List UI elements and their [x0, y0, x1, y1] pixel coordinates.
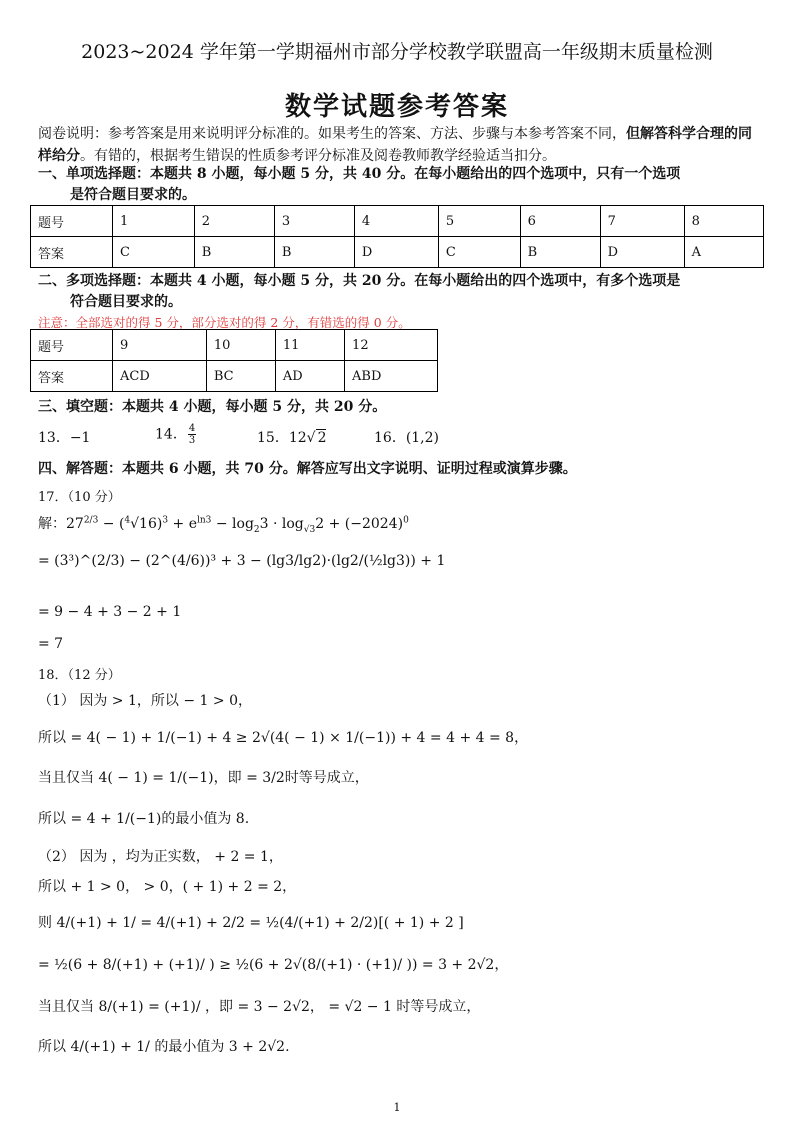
q18-line3: 当且仅当 4( − 1) = 1/(−1)，即 = 3/2时等号成立，: [38, 770, 369, 786]
section2-heading-line2: 符合题目要求的。: [70, 294, 182, 310]
table-cell: 8: [684, 206, 763, 237]
section1-heading-line2: 是符合题目要求的。: [70, 187, 196, 203]
table-cell: C: [113, 237, 195, 268]
q18-line5: （2） 因为 ，均为正实数， + 2 = 1，: [38, 849, 283, 865]
q18-line8: = ½(6 + 8/(+1) + (+1)/ ) ≥ ½(6 + 2√(8/(+1) · (+1)/ )) = 3 + 2√2，: [38, 957, 509, 973]
table-cell: 4: [354, 206, 438, 237]
q18-title: 18．（12 分）: [38, 668, 121, 683]
math-text: 解：27: [38, 516, 84, 532]
table-cell: 7: [600, 206, 684, 237]
table-cell: 2: [194, 206, 274, 237]
answer-14-fraction: [188, 423, 196, 446]
math-text: √16): [130, 516, 163, 532]
scoring-note: 注意：全部选对的得 5 分，部分选对的得 2 分，有错选的得 0 分。: [38, 315, 411, 330]
q18-line10: 所以 4/(+1) + 1/ 的最小值为 3 + 2√2.: [38, 1039, 290, 1055]
math-text: − (: [98, 516, 125, 532]
document-title: 数学试题参考答案: [284, 92, 509, 122]
q18-line2: 所以 = 4( − 1) + 1/(−1) + 4 ≥ 2√(4( − 1) × 1/(−1)) + 4 = 4 + 4 = 8，: [38, 730, 529, 746]
q18-line1: （1） 因为 > 1，所以 − 1 > 0，: [38, 693, 252, 709]
section1-answer-table: [30, 205, 764, 268]
table-row: [31, 361, 438, 392]
table-cell: B: [520, 237, 600, 268]
table-cell: 9: [113, 330, 207, 361]
row-label: 答案: [31, 237, 113, 268]
table-cell: B: [194, 237, 274, 268]
radicand: 2: [317, 430, 327, 446]
table-cell: ACD: [113, 361, 207, 392]
answer-15: 15．12√ 2: [257, 430, 327, 446]
numerator: 4: [188, 423, 196, 434]
exam-title: 2023~2024 学年第一学期福州市部分学校教学联盟高一年级期末质量检测: [81, 41, 713, 63]
section2-heading: 二、多项选择题：本题共 4 小题，每小题 5 分，共 20 分。在每小题给出的四个选项中，有多个选项是: [38, 273, 681, 289]
q17-line4: = 7: [38, 636, 64, 652]
q18-line7: 则 4/(+1) + 1/ = 4/(+1) + 2/2 = ½(4/(+1) + 2/2)[( + 1) + 2 ]: [38, 915, 464, 931]
table-cell: AD: [275, 361, 344, 392]
math-text: 3 · log: [259, 516, 304, 532]
answer-16: 16．(1,2): [374, 430, 440, 446]
section2-answer-table: [30, 329, 438, 392]
table-cell: B: [274, 237, 354, 268]
answer-15-label: 15．12: [257, 430, 307, 446]
section3-heading: 三、填空题：本题共 4 小题，每小题 5 分，共 20 分。: [38, 399, 387, 415]
table-cell: ABD: [345, 361, 438, 392]
table-cell: 6: [520, 206, 600, 237]
table-cell: D: [600, 237, 684, 268]
q18-line9: 当且仅当 8/(+1) = (+1)/ ，即 = 3 − 2√2， = √2 − 1 时等号成立，: [38, 999, 481, 1015]
table-cell: 12: [345, 330, 438, 361]
row-label: 题号: [31, 330, 113, 361]
table-cell: 3: [274, 206, 354, 237]
section1-heading: 一、单项选择题：本题共 8 小题，每小题 5 分，共 40 分。在每小题给出的四个选项中，只有一个选项: [38, 166, 681, 182]
denominator: 3: [188, 435, 196, 446]
math-text: − log: [211, 516, 254, 532]
table-cell: BC: [206, 361, 275, 392]
table-cell: 11: [275, 330, 344, 361]
table-cell: D: [354, 237, 438, 268]
answer-14-label: 14．: [155, 426, 187, 443]
table-row: [31, 237, 764, 268]
table-cell: C: [438, 237, 520, 268]
row-label: 答案: [31, 361, 113, 392]
q17-line3: = 9 − 4 + 3 − 2 + 1: [38, 604, 182, 620]
intro-bold-text: 但解答科学合理的同样给分: [38, 126, 752, 164]
table-cell: 10: [206, 330, 275, 361]
page-number: 1: [393, 1101, 401, 1114]
table-cell: A: [684, 237, 763, 268]
grading-instructions: [38, 123, 764, 167]
q18-line4: 所以 = 4 + 1/(−1)的最小值为 8.: [38, 811, 250, 827]
q17-line1: 解：$27^{2/3} - (^4√16)^3 + e^{ln3} - \log_23 \cdot \log_{√3}2 + (-2024)^0$: [38, 515, 409, 535]
intro-text-tail: 。有错的，根据考生错误的性质参考评分标准及阅卷教师教学经验适当扣分。: [80, 148, 556, 164]
q17-line2: = (3³)^(2/3) − (2^(4/6))³ + 3 − (lg3/lg2)·(lg2/(½lg3)) + 1: [38, 553, 446, 569]
intro-text: 阅卷说明：参考答案是用来说明评分标准的。如果考生的答案、方法、步骤与本参考答案不同，: [38, 126, 626, 142]
q17-title: 17．（10 分）: [38, 490, 121, 505]
row-label: 题号: [31, 206, 113, 237]
table-cell: 5: [438, 206, 520, 237]
table-cell: 1: [113, 206, 195, 237]
math-text: + e: [168, 516, 197, 532]
table-row: [31, 206, 764, 237]
q18-line6: 所以 + 1 > 0， > 0，( + 1) + 2 = 2，: [38, 879, 297, 895]
answer-13: 13．−1: [38, 430, 91, 446]
table-row: [31, 330, 438, 361]
answer-14: [155, 423, 197, 446]
section4-heading: 四、解答题：本题共 6 小题，共 70 分。解答应写出文字说明、证明过程或演算步骤。: [38, 461, 577, 477]
math-text: 2 + (−2024): [315, 516, 404, 532]
